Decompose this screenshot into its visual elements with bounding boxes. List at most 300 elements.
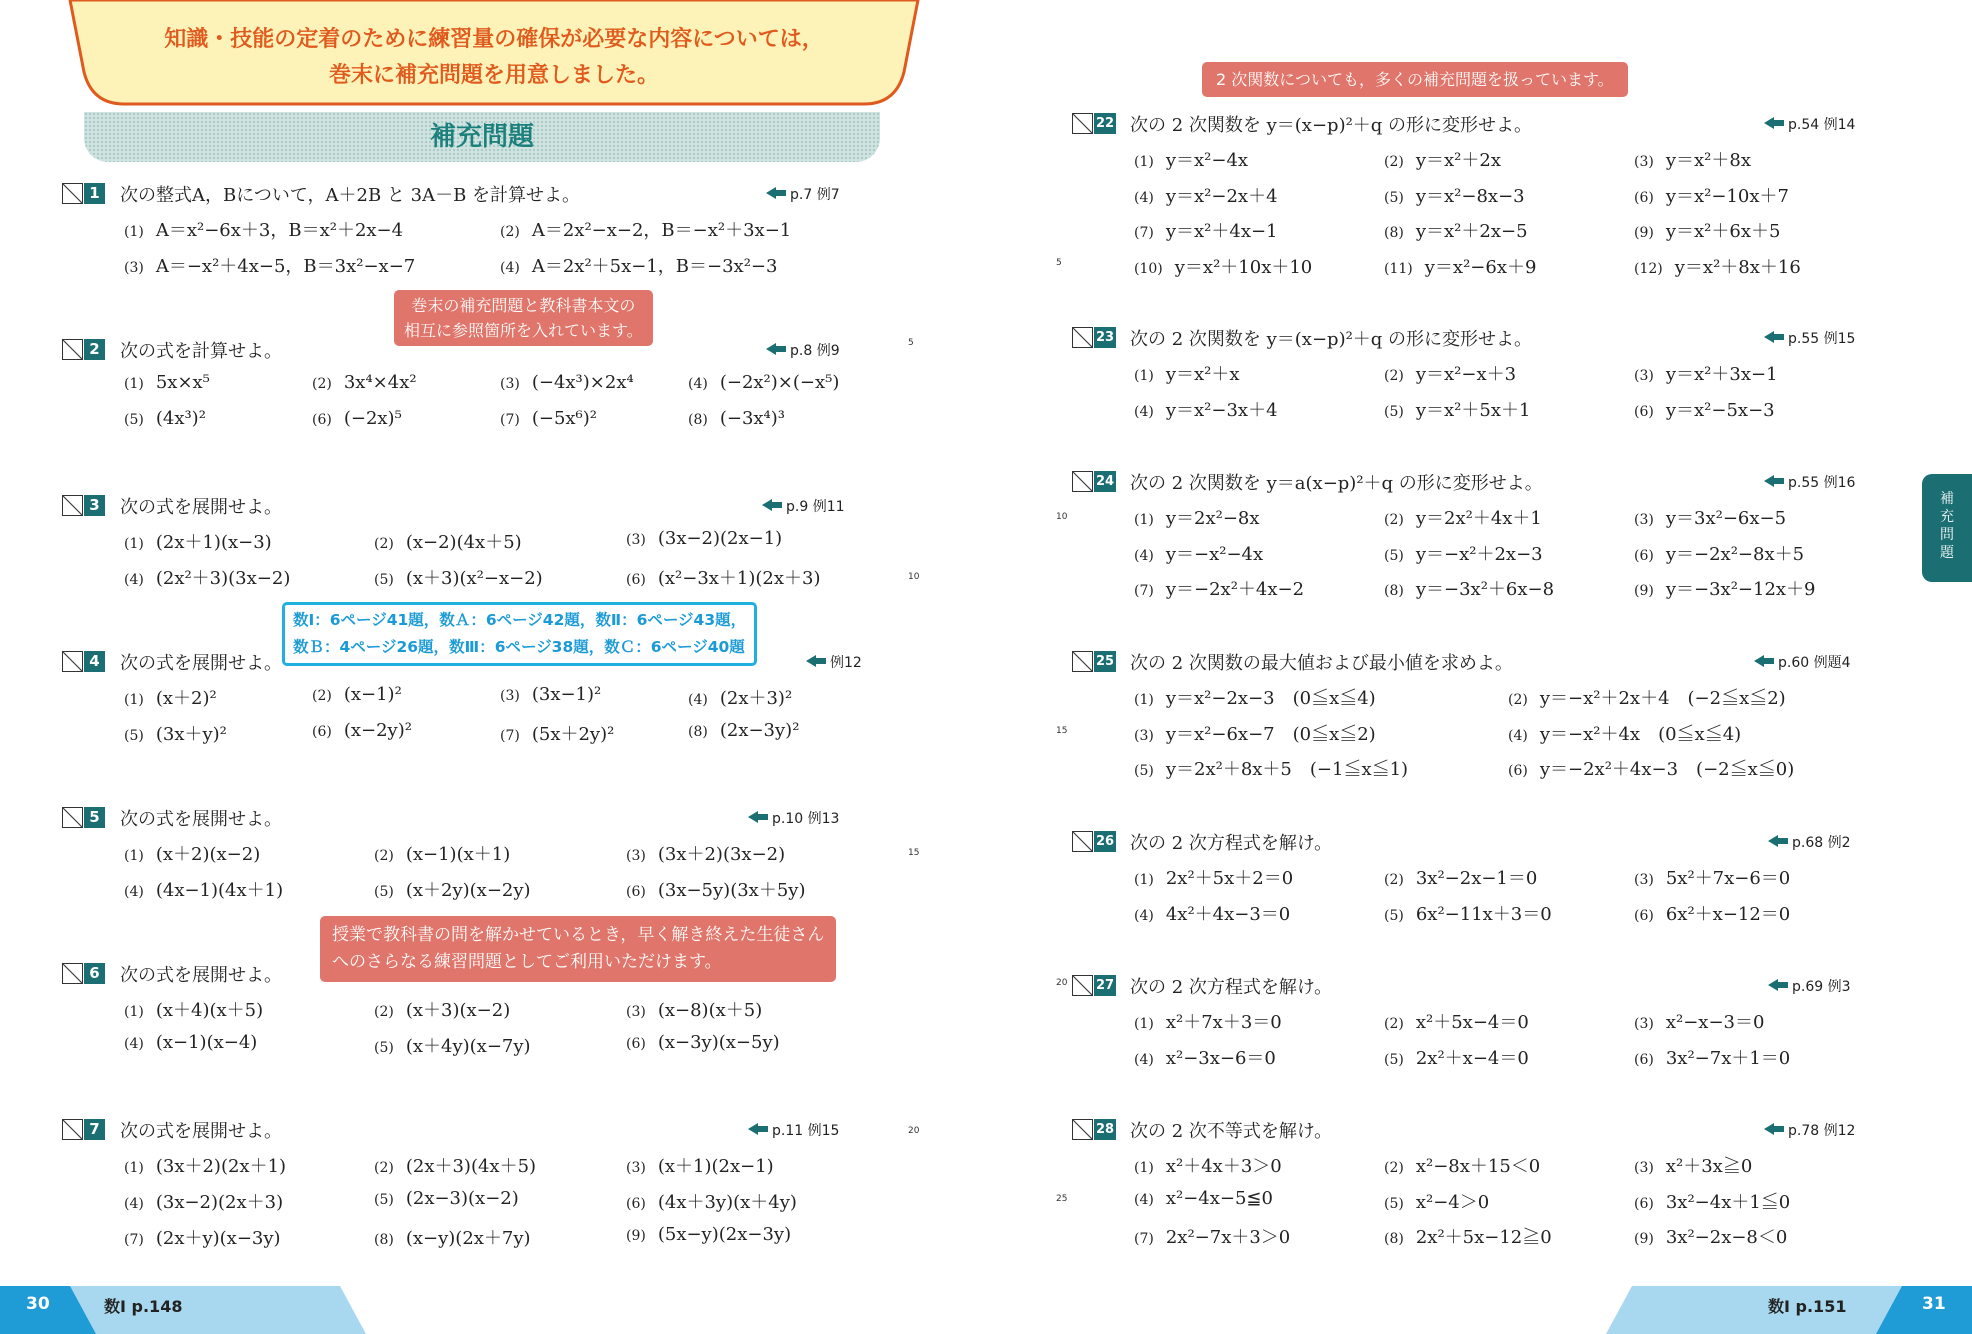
- sub-item-expression: 3x²−7x＋1＝0: [1665, 1047, 1791, 1069]
- sub-item-expression: y＝−2x²＋4x−2: [1165, 579, 1305, 600]
- left-problem-checkbox[interactable]: [62, 651, 83, 672]
- sub-item-number: (10): [1134, 260, 1163, 277]
- left-problem-checkbox[interactable]: [62, 183, 83, 204]
- sub-item-number: (11): [1384, 260, 1413, 277]
- callout-line: 相互に参照箇所を入れています。: [404, 321, 643, 340]
- sub-item-number: (2): [1384, 1160, 1404, 1176]
- sub-item-number: (1): [1134, 1160, 1154, 1176]
- left-problem-number: 4: [84, 651, 105, 672]
- right-sub-item: [1634, 1008, 1764, 1034]
- right-problem-number: 24: [1094, 471, 1116, 492]
- sub-item-expression: A＝2x²−x−2，B＝−x²＋3x−1: [531, 220, 792, 241]
- left-sub-item: [312, 720, 412, 741]
- sub-item-number: (2): [1384, 512, 1404, 528]
- left-sub-item: [688, 684, 792, 710]
- sub-item-expression: (2x＋3)(4x＋5): [405, 1156, 537, 1177]
- left-problem-checkbox[interactable]: [62, 963, 83, 984]
- line-number: 15: [1056, 726, 1068, 736]
- sub-item-number: (1): [1134, 872, 1154, 888]
- sub-item-expression: (3x＋2)(2x＋1): [155, 1156, 287, 1177]
- side-tab-char: 充: [1940, 509, 1954, 525]
- sub-item-number: (2): [1384, 368, 1404, 384]
- left-problem-ref[interactable]: p.11 例15: [772, 1123, 840, 1139]
- sub-item-number: (4): [1134, 547, 1154, 564]
- left-problem-text: 次の整式A，Bについて，A＋2B と 3A－B を計算せよ。: [120, 185, 581, 206]
- left-sub-item: [124, 564, 290, 590]
- sub-item-number: (5): [374, 572, 394, 588]
- sub-item-expression: (3x−1)²: [531, 684, 602, 705]
- back-arrow-icon: [1764, 117, 1784, 129]
- sub-item-number: (2): [374, 536, 394, 552]
- sub-item-number: (5): [1384, 547, 1404, 564]
- sub-item-expression: (2x²＋3)(3x−2): [155, 568, 291, 589]
- sub-item-number: (3): [1634, 154, 1654, 170]
- sub-item-number: (3): [626, 848, 646, 864]
- sub-item-number: (2): [312, 688, 332, 704]
- sub-item-number: (2): [374, 1160, 394, 1176]
- section-title: 補充問題: [429, 122, 534, 152]
- right-problem-text: 次の 2 次方程式を解け。: [1130, 977, 1333, 998]
- sub-item-number: (3): [1634, 512, 1654, 528]
- back-arrow-icon: [1768, 979, 1788, 991]
- sub-item-number: (5): [374, 1192, 394, 1208]
- right-sub-item: [1134, 1188, 1273, 1209]
- sub-item-expression: (x＋3)(x−2): [405, 1000, 511, 1021]
- sub-item-expression: A＝x²−6x＋3，B＝x²＋2x−4: [155, 220, 404, 241]
- sub-item-expression: 3x⁴×4x²: [343, 372, 417, 393]
- right-sub-item: [1134, 253, 1312, 279]
- sub-item-expression: (x−1)²: [343, 684, 402, 705]
- right-sub-item: [1634, 146, 1751, 172]
- sub-item-expression: (x−2)(4x＋5): [405, 532, 522, 553]
- left-sub-item: [626, 996, 762, 1022]
- sub-item-expression: (5x＋2y)²: [531, 724, 615, 745]
- side-tab[interactable]: [1922, 474, 1972, 582]
- left-problem-ref[interactable]: p.10 例13: [772, 811, 840, 827]
- line-number: 20: [908, 1126, 920, 1136]
- left-sub-item: [124, 372, 210, 393]
- sub-item-number: (6): [312, 412, 332, 428]
- right-footer-ref: 数Ⅰ p.151: [1768, 1297, 1847, 1316]
- sub-item-number: (1): [124, 536, 144, 552]
- sub-item-number: (9): [626, 1228, 646, 1244]
- right-sub-item: [1134, 755, 1408, 781]
- sub-item-expression: y＝x²−5x−3: [1665, 399, 1775, 421]
- sub-item-number: (3): [626, 1160, 646, 1176]
- right-sub-item: [1384, 182, 1525, 208]
- sub-item-number: (5): [1384, 1195, 1404, 1212]
- left-sub-item: [626, 1032, 780, 1053]
- sub-item-number: (7): [1134, 225, 1154, 241]
- sub-item-expression: 3x²−2x−1＝0: [1415, 868, 1538, 889]
- sub-item-number: (9): [1634, 1231, 1654, 1247]
- right-sub-item: [1134, 360, 1240, 386]
- sub-item-number: (6): [1634, 403, 1654, 420]
- sub-item-expression: (x＋4y)(x−7y): [405, 1036, 531, 1057]
- sub-item-expression: x²＋5x−4＝0: [1415, 1012, 1529, 1033]
- sub-item-expression: (−2x²)×(−x⁵): [719, 372, 840, 393]
- left-sub-item: [312, 684, 402, 705]
- sub-item-expression: (4x−1)(4x＋1): [155, 880, 284, 901]
- left-problem-ref[interactable]: p.7 例7: [790, 187, 840, 203]
- callout-line: 数Ｂ：4ページ26題，数Ⅲ：6ページ38題，数Ｃ：6ページ40題: [293, 638, 745, 656]
- sub-item-expression: A＝2x²＋5x−1，B＝−3x²−3: [531, 256, 778, 277]
- sub-item-expression: 5x²＋7x−6＝0: [1665, 868, 1791, 889]
- sub-item-number: (2): [1384, 1016, 1404, 1032]
- sub-item-expression: (x−8)(x＋5): [657, 1000, 763, 1021]
- back-arrow-icon: [748, 1123, 768, 1135]
- left-problem-number: 3: [84, 495, 105, 516]
- sub-item-expression: y＝x²−2x−3 (0≦x≦4): [1165, 688, 1376, 709]
- left-sub-item: [626, 528, 782, 549]
- back-arrow-icon: [766, 343, 786, 355]
- sub-item-number: (1): [124, 692, 144, 708]
- left-sub-item: [374, 996, 510, 1022]
- sub-item-number: (1): [1134, 1016, 1154, 1032]
- sub-item-expression: (x−1)(x＋1): [405, 844, 511, 865]
- sub-item-expression: y＝x²−3x＋4: [1165, 399, 1278, 421]
- sub-item-number: (7): [1134, 583, 1154, 599]
- sub-item-number: (2): [374, 1004, 394, 1020]
- sub-item-expression: (x−2y)²: [343, 720, 412, 741]
- sub-item-expression: (2x−3)(x−2): [405, 1188, 519, 1209]
- back-arrow-icon: [1764, 475, 1784, 487]
- left-problem-checkbox[interactable]: [62, 807, 83, 828]
- sub-item-expression: y＝x²−2x＋4: [1165, 185, 1278, 207]
- cross-ref-callout: [394, 290, 653, 346]
- right-sub-item: [1634, 1188, 1790, 1214]
- sub-item-expression: (−4x³)×2x⁴: [531, 372, 634, 393]
- left-sub-item: [124, 1152, 286, 1178]
- right-sub-item: [1134, 146, 1248, 172]
- sub-item-expression: x²−3x−6＝0: [1165, 1047, 1276, 1069]
- right-sub-item: [1134, 504, 1260, 530]
- sub-item-number: (6): [626, 1036, 646, 1052]
- sub-item-expression: (3x＋y)²: [155, 724, 227, 745]
- left-sub-item: [626, 1152, 774, 1178]
- right-sub-item: [1384, 900, 1552, 926]
- sub-item-expression: (x＋3)(x²−x−2): [405, 568, 543, 589]
- right-problem-ref[interactable]: p.55 例16: [1788, 475, 1856, 491]
- sub-item-number: (4): [500, 260, 520, 276]
- sub-item-number: (3): [124, 260, 144, 276]
- sub-item-number: (4): [124, 572, 144, 588]
- right-problem-text: 次の 2 次関数を y＝(x−p)²＋q の形に変形せよ。: [1130, 115, 1533, 136]
- sub-item-number: (5): [1384, 1051, 1404, 1068]
- sub-item-number: (4): [1134, 403, 1154, 420]
- left-sub-item: [626, 840, 785, 866]
- sub-item-expression: (x²−3x＋1)(2x＋3): [657, 568, 821, 589]
- right-sub-item: [1508, 720, 1741, 746]
- right-sub-item: [1134, 864, 1293, 890]
- sub-item-expression: y＝−x²＋2x−3: [1415, 543, 1543, 565]
- sub-item-expression: (4x³)²: [155, 408, 206, 429]
- left-sub-item: [124, 876, 283, 902]
- right-problem-ref[interactable]: p.69 例3: [1792, 979, 1851, 995]
- right-problem-text: 次の 2 次関数を y＝(x−p)²＋q の形に変形せよ。: [1130, 329, 1533, 350]
- back-arrow-icon: [766, 187, 786, 199]
- right-sub-item: [1384, 1044, 1529, 1070]
- sub-item-number: (8): [1384, 225, 1404, 241]
- left-problem-checkbox[interactable]: [62, 1119, 83, 1140]
- sub-item-number: (6): [1634, 189, 1654, 206]
- sub-item-expression: x²＋4x＋3＞0: [1165, 1156, 1282, 1177]
- sub-item-number: (6): [312, 724, 332, 740]
- left-sub-item: [124, 216, 403, 242]
- sub-item-number: (2): [1384, 872, 1404, 888]
- left-problem-text: 次の式を展開せよ。: [120, 965, 282, 986]
- back-arrow-icon: [1764, 1123, 1784, 1135]
- sub-item-expression: (3x＋2)(3x−2): [657, 844, 786, 865]
- callout-line: 授業で教科書の問を解かせているとき，早く解き終えた生徒さん: [332, 925, 825, 945]
- side-tab-char: 補: [1940, 491, 1954, 507]
- left-problem-number: 7: [84, 1119, 105, 1140]
- left-problem-checkbox[interactable]: [62, 339, 83, 360]
- right-sub-item: [1134, 1223, 1290, 1249]
- sub-item-expression: y＝−2x²−8x＋5: [1665, 543, 1805, 565]
- sub-item-number: (7): [500, 412, 520, 428]
- sub-item-number: (1): [124, 224, 144, 240]
- sub-item-number: (9): [1634, 583, 1654, 599]
- left-sub-item: [374, 564, 543, 590]
- left-sub-item: [626, 876, 805, 902]
- sub-item-expression: (2x＋3)²: [719, 688, 793, 709]
- sub-item-number: (5): [1384, 403, 1404, 420]
- left-sub-item: [688, 408, 785, 429]
- sub-item-expression: y＝x²＋2x−5: [1415, 221, 1528, 242]
- sub-item-number: (6): [1634, 547, 1654, 564]
- left-sub-item: [124, 1188, 283, 1214]
- sub-item-number: (8): [688, 724, 708, 740]
- left-problem-number: 5: [84, 807, 105, 828]
- right-sub-item: [1634, 575, 1816, 601]
- sub-item-expression: y＝x²＋5x＋1: [1415, 399, 1531, 421]
- right-sub-item: [1384, 1152, 1540, 1178]
- sub-item-expression: y＝−3x²＋6x−8: [1415, 579, 1555, 600]
- sub-item-number: (3): [626, 1004, 646, 1020]
- right-sub-item: [1134, 1008, 1282, 1034]
- sub-item-expression: y＝x²＋6x＋5: [1665, 221, 1781, 242]
- banner-line-2: 巻末に補充問題を用意しました。: [328, 63, 659, 88]
- sub-item-expression: y＝x²＋x: [1165, 364, 1240, 385]
- left-sub-item: [374, 1224, 531, 1250]
- right-sub-item: [1508, 755, 1794, 781]
- right-sub-item: [1634, 217, 1780, 243]
- sub-item-expression: x²−4x−5≦0: [1165, 1187, 1273, 1209]
- sub-item-expression: 5x×x⁵: [155, 372, 210, 393]
- right-problem-checkbox[interactable]: [1072, 1119, 1093, 1140]
- right-problem-checkbox[interactable]: [1072, 327, 1093, 348]
- right-problem-checkbox[interactable]: [1072, 831, 1093, 852]
- right-problem-number: 27: [1094, 975, 1116, 996]
- right-problem-checkbox[interactable]: [1072, 113, 1093, 134]
- sub-item-number: (12): [1634, 260, 1663, 277]
- sub-item-expression: 6x²＋x−12＝0: [1665, 903, 1791, 925]
- sub-item-number: (1): [124, 848, 144, 864]
- sub-item-number: (3): [500, 376, 520, 392]
- right-problem-ref[interactable]: p.68 例2: [1792, 835, 1851, 851]
- sub-item-number: (4): [688, 692, 708, 708]
- left-problem-checkbox[interactable]: [62, 495, 83, 516]
- sub-item-number: (4): [1134, 189, 1154, 206]
- sub-item-number: (4): [688, 376, 708, 392]
- sub-item-number: (2): [500, 224, 520, 240]
- sub-item-number: (1): [124, 1004, 144, 1020]
- left-problem-ref[interactable]: p.9 例11: [786, 499, 845, 515]
- right-sub-item: [1384, 1008, 1529, 1034]
- sub-item-expression: y＝x²＋8x: [1665, 150, 1751, 171]
- sub-item-expression: y＝−2x²＋4x−3 (−2≦x≦0): [1539, 759, 1795, 780]
- left-problem-number: 1: [84, 183, 105, 204]
- right-sub-item: [1634, 900, 1790, 926]
- sub-item-expression: y＝x²＋2x: [1415, 150, 1501, 171]
- sub-item-number: (5): [374, 884, 394, 900]
- sub-item-number: (1): [124, 376, 144, 392]
- left-sub-item: [124, 252, 415, 278]
- right-problem-ref[interactable]: p.78 例12: [1788, 1123, 1856, 1139]
- left-sub-item: [124, 720, 227, 746]
- sub-item-expression: (x−3y)(x−5y): [657, 1032, 780, 1053]
- right-sub-item: [1634, 182, 1789, 208]
- left-sub-item: [312, 408, 402, 429]
- line-number: 20: [1056, 978, 1068, 988]
- sub-item-number: (8): [1384, 583, 1404, 599]
- sub-item-number: (7): [500, 728, 520, 744]
- back-arrow-icon: [1768, 835, 1788, 847]
- sub-item-number: (4): [124, 884, 144, 900]
- sub-item-expression: y＝3x²−6x−5: [1665, 508, 1787, 529]
- left-sub-item: [374, 1152, 536, 1178]
- left-sub-item: [626, 564, 821, 590]
- sub-item-expression: (−5x⁶)²: [531, 408, 598, 429]
- sub-item-number: (1): [1134, 368, 1154, 384]
- right-problem-ref[interactable]: p.54 例14: [1788, 117, 1856, 133]
- sub-item-expression: 6x²−11x＋3＝0: [1415, 903, 1552, 925]
- right-problem-number: 25: [1094, 651, 1116, 672]
- right-sub-item: [1134, 540, 1263, 566]
- sub-item-expression: y＝x²＋3x−1: [1665, 364, 1778, 385]
- sub-item-number: (6): [1634, 1195, 1654, 1212]
- left-sub-item: [688, 720, 799, 741]
- left-sub-item: [374, 840, 510, 866]
- right-problem-number: 23: [1094, 327, 1116, 348]
- sub-item-number: (4): [1508, 727, 1528, 744]
- sub-item-expression: y＝−x²−4x: [1165, 543, 1264, 565]
- sub-item-number: (1): [1134, 692, 1154, 708]
- right-sub-item: [1508, 684, 1786, 710]
- sub-item-expression: 2x²−7x＋3＞0: [1165, 1227, 1291, 1248]
- sub-item-number: (1): [1134, 154, 1154, 170]
- sub-item-expression: y＝x²＋10x＋10: [1174, 256, 1313, 278]
- sub-item-number: (4): [124, 1036, 144, 1052]
- right-problem-checkbox[interactable]: [1072, 975, 1093, 996]
- sub-item-expression: y＝x²＋4x−1: [1165, 221, 1278, 242]
- right-sub-item: [1384, 253, 1536, 279]
- sub-item-number: (3): [1634, 1160, 1654, 1176]
- left-sub-item: [500, 372, 634, 393]
- right-sub-item: [1384, 146, 1501, 172]
- left-sub-item: [124, 1224, 281, 1250]
- left-problem-ref[interactable]: 例12: [830, 655, 862, 671]
- right-problem-text: 次の 2 次関数を y＝a(x−p)²＋q の形に変形せよ。: [1130, 473, 1543, 494]
- sub-item-expression: (x＋2)²: [155, 688, 217, 709]
- sub-item-expression: (−2x)⁵: [343, 408, 402, 429]
- back-arrow-icon: [1754, 655, 1774, 667]
- sub-item-expression: (x＋2)(x−2): [155, 844, 261, 865]
- right-sub-item: [1134, 1152, 1282, 1178]
- problem-count-callout: [282, 602, 757, 666]
- sub-item-number: (2): [1384, 154, 1404, 170]
- right-problem-number: 28: [1094, 1119, 1116, 1140]
- sub-item-expression: y＝2x²−8x: [1165, 508, 1260, 529]
- left-problem-ref[interactable]: p.8 例9: [790, 343, 840, 359]
- sub-item-expression: 3x²−4x＋1≦0: [1665, 1191, 1791, 1213]
- callout-line: 巻末の補充問題と教科書本文の: [411, 296, 636, 315]
- line-number: 10: [1056, 512, 1068, 522]
- sub-item-expression: (−3x⁴)³: [719, 408, 786, 429]
- right-sub-item: [1634, 504, 1786, 530]
- sub-item-number: (7): [124, 1232, 144, 1248]
- right-sub-item: [1134, 1044, 1276, 1070]
- right-sub-item: [1634, 360, 1778, 386]
- sub-item-expression: (3x−5y)(3x＋5y): [657, 880, 806, 901]
- left-sub-item: [374, 1188, 519, 1209]
- left-sub-item: [626, 1224, 791, 1245]
- right-sub-item: [1134, 396, 1278, 422]
- sub-item-number: (6): [626, 1196, 646, 1212]
- right-problem-ref[interactable]: p.55 例15: [1788, 331, 1856, 347]
- sub-item-expression: (x−y)(2x＋7y): [405, 1228, 531, 1249]
- right-sub-item: [1634, 540, 1804, 566]
- sub-item-number: (3): [500, 688, 520, 704]
- left-sub-item: [312, 372, 417, 393]
- right-problem-checkbox[interactable]: [1072, 651, 1093, 672]
- right-problem-text: 次の 2 次方程式を解け。: [1130, 833, 1333, 854]
- left-sub-item: [124, 840, 260, 866]
- sub-item-number: (2): [374, 848, 394, 864]
- sub-item-expression: (2x−3y)²: [719, 720, 800, 741]
- line-number: 15: [908, 848, 920, 858]
- sub-item-expression: 4x²＋4x−3＝0: [1165, 903, 1291, 925]
- sub-item-expression: (x−1)(x−4): [155, 1032, 258, 1053]
- sub-item-number: (3): [1634, 872, 1654, 888]
- sub-item-expression: x²＋3x≧0: [1665, 1156, 1753, 1177]
- right-sub-item: [1634, 253, 1801, 279]
- left-problem-text: 次の式を展開せよ。: [120, 497, 282, 518]
- right-sub-item: [1384, 864, 1537, 890]
- sub-item-expression: 3x²−2x−8＜0: [1665, 1227, 1788, 1248]
- sub-item-expression: y＝−x²＋4x (0≦x≦4): [1539, 723, 1742, 745]
- right-problem-checkbox[interactable]: [1072, 471, 1093, 492]
- sub-item-number: (4): [1134, 1051, 1154, 1068]
- extra-practice-callout: [320, 916, 836, 982]
- right-problem-ref[interactable]: p.60 例題4: [1778, 655, 1851, 671]
- sub-item-number: (5): [374, 1040, 394, 1056]
- right-page-number: 31: [1922, 1294, 1946, 1314]
- right-problem-text: 次の 2 次不等式を解け。: [1130, 1121, 1333, 1142]
- sub-item-number: (6): [1634, 907, 1654, 924]
- sub-item-expression: y＝−x²＋2x＋4 (−2≦x≦2): [1539, 688, 1786, 709]
- left-problem-text: 次の式を展開せよ。: [120, 653, 282, 674]
- left-problem-text: 次の式を計算せよ。: [120, 341, 282, 362]
- sub-item-expression: y＝x²−8x−3: [1415, 185, 1525, 207]
- sub-item-expression: (3x−2)(2x−1): [657, 528, 783, 549]
- right-sub-item: [1384, 575, 1554, 601]
- right-sub-item: [1134, 720, 1376, 746]
- sub-item-expression: y＝x²−6x−7 (0≦x≦2): [1165, 723, 1376, 745]
- right-sub-item: [1134, 182, 1278, 208]
- sub-item-number: (7): [1134, 1231, 1154, 1247]
